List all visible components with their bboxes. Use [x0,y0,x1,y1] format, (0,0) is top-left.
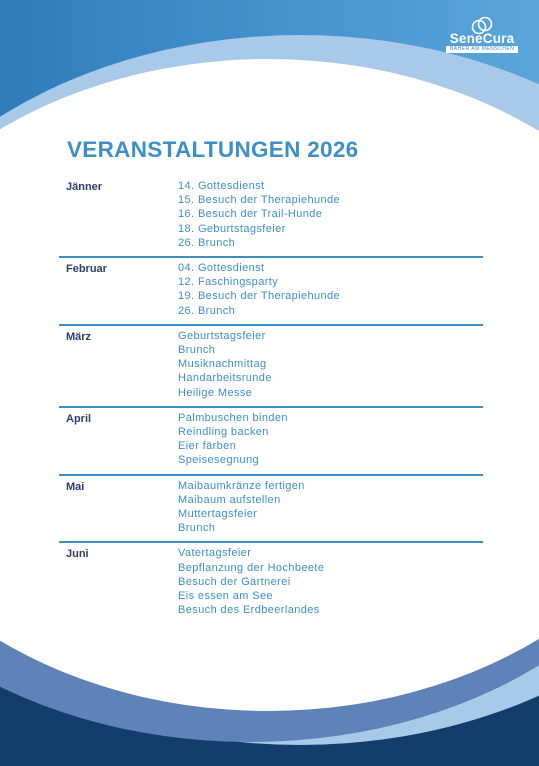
event-item: Reindling backen [178,426,269,439]
logo-wordmark: SeneCura [449,31,515,46]
event-item: Besuch des Erdbeerlandes [178,604,320,617]
event-item: 04. Gottesdienst [178,262,265,275]
month-row [59,543,483,623]
event-item: Palmbuschen binden [178,411,288,424]
event-item: 12. Faschingsparty [178,276,279,289]
event-item: Muttertagsfeier [178,508,258,521]
event-schedule [59,176,483,623]
month-name: Juni [66,548,89,561]
event-list [178,479,305,542]
event-item: Eier färben [178,440,237,453]
event-item: Besuch der Gärtnerei [178,575,291,588]
event-item: Bepflanzung der Hochbeete [178,561,325,574]
month-name: Februar [66,263,107,276]
event-item: Speisesegnung [178,454,260,467]
month-name: Jänner [66,181,103,193]
month-name: März [66,330,92,343]
event-list [178,546,324,623]
event-item: Brunch [178,522,216,535]
event-item: Heilige Messe [178,386,253,399]
event-item: 18. Geburtstagsfeier [178,222,286,235]
event-item: Handarbeitsrunde [178,372,272,385]
event-list [178,261,340,324]
event-item: 19. Besuch der Therapiehunde [178,290,341,303]
month-row [59,326,483,408]
month-row [59,258,483,326]
event-item: Maibaumkränze fertigen [178,479,305,492]
event-item: 14. Gottesdienst [178,180,265,192]
event-item: Maibaum aufstellen [178,493,281,506]
month-row [59,476,483,544]
event-item: Musiknachmittag [178,358,267,371]
senecura-logo [447,16,517,53]
event-list [178,329,272,406]
event-item: Geburtstagsfeier [178,329,266,342]
month-name: April [66,412,92,425]
event-list [178,411,288,474]
event-item: 26. Brunch [178,304,236,317]
event-item: 15. Besuch der Therapiehunde [178,194,341,207]
event-item: 26. Brunch [178,236,236,249]
month-name: Mai [66,480,85,493]
logo-tagline: NAHER AM MENSCHEN [446,46,519,53]
page-title: VERANSTALTUNGEN 2026 [67,137,359,162]
event-list [178,179,340,256]
event-item: Vatertagsfeier [178,547,252,560]
month-row [59,408,483,476]
event-item: Brunch [178,344,216,357]
event-item: Eis essen am See [178,590,274,603]
event-item: 16. Besuch der Trail-Hunde [178,208,323,221]
month-row [59,176,483,258]
